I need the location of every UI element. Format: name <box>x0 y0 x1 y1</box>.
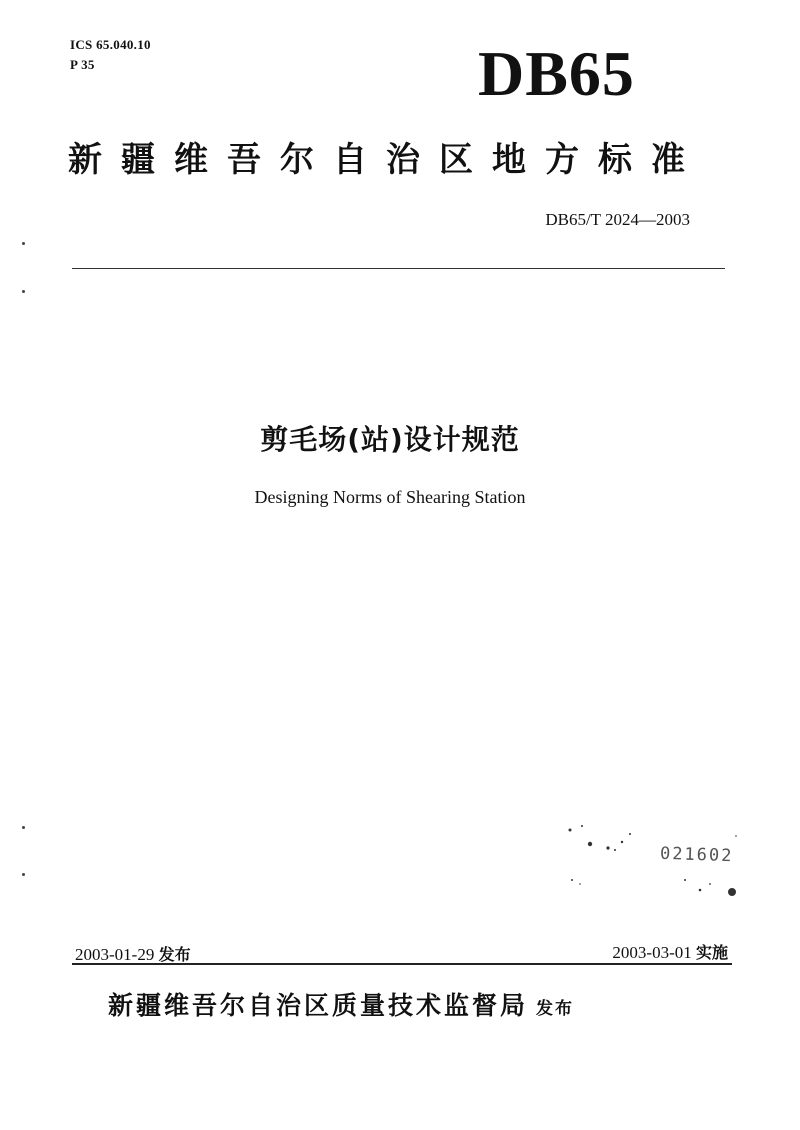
issue-date <box>75 942 191 965</box>
top-divider <box>72 268 725 269</box>
publisher-line <box>108 986 574 1022</box>
standard-category-title: 新疆维吾尔自治区地方标准 <box>68 140 704 180</box>
margin-speck <box>22 242 25 245</box>
margin-speck <box>22 290 25 293</box>
publisher-name: 新疆维吾尔自治区质量技术监督局 <box>108 991 529 1020</box>
ics-code: ICS 65.040.10 <box>70 37 151 52</box>
stamp-serial-number: 021602 <box>659 843 734 867</box>
margin-speck <box>22 826 25 829</box>
standard-logo: DB65 <box>478 38 635 109</box>
issue-label: 发布 <box>158 945 191 964</box>
implementation-date-value: 2003-03-01 <box>612 943 692 962</box>
publisher-action: 发布 <box>536 999 575 1019</box>
standard-code: DB65/T 2024—2003 <box>545 210 690 229</box>
ccs-code: P 35 <box>70 57 95 72</box>
document-title-english: Designing Norms of Shearing Station <box>254 487 526 507</box>
bottom-divider <box>72 963 732 965</box>
margin-speck <box>22 873 25 876</box>
issue-date-value: 2003-01-29 <box>75 945 155 964</box>
document-title-chinese: 剪毛场(站)设计规范 <box>260 423 520 456</box>
implementation-date <box>470 940 728 963</box>
implementation-label: 实施 <box>695 943 728 962</box>
